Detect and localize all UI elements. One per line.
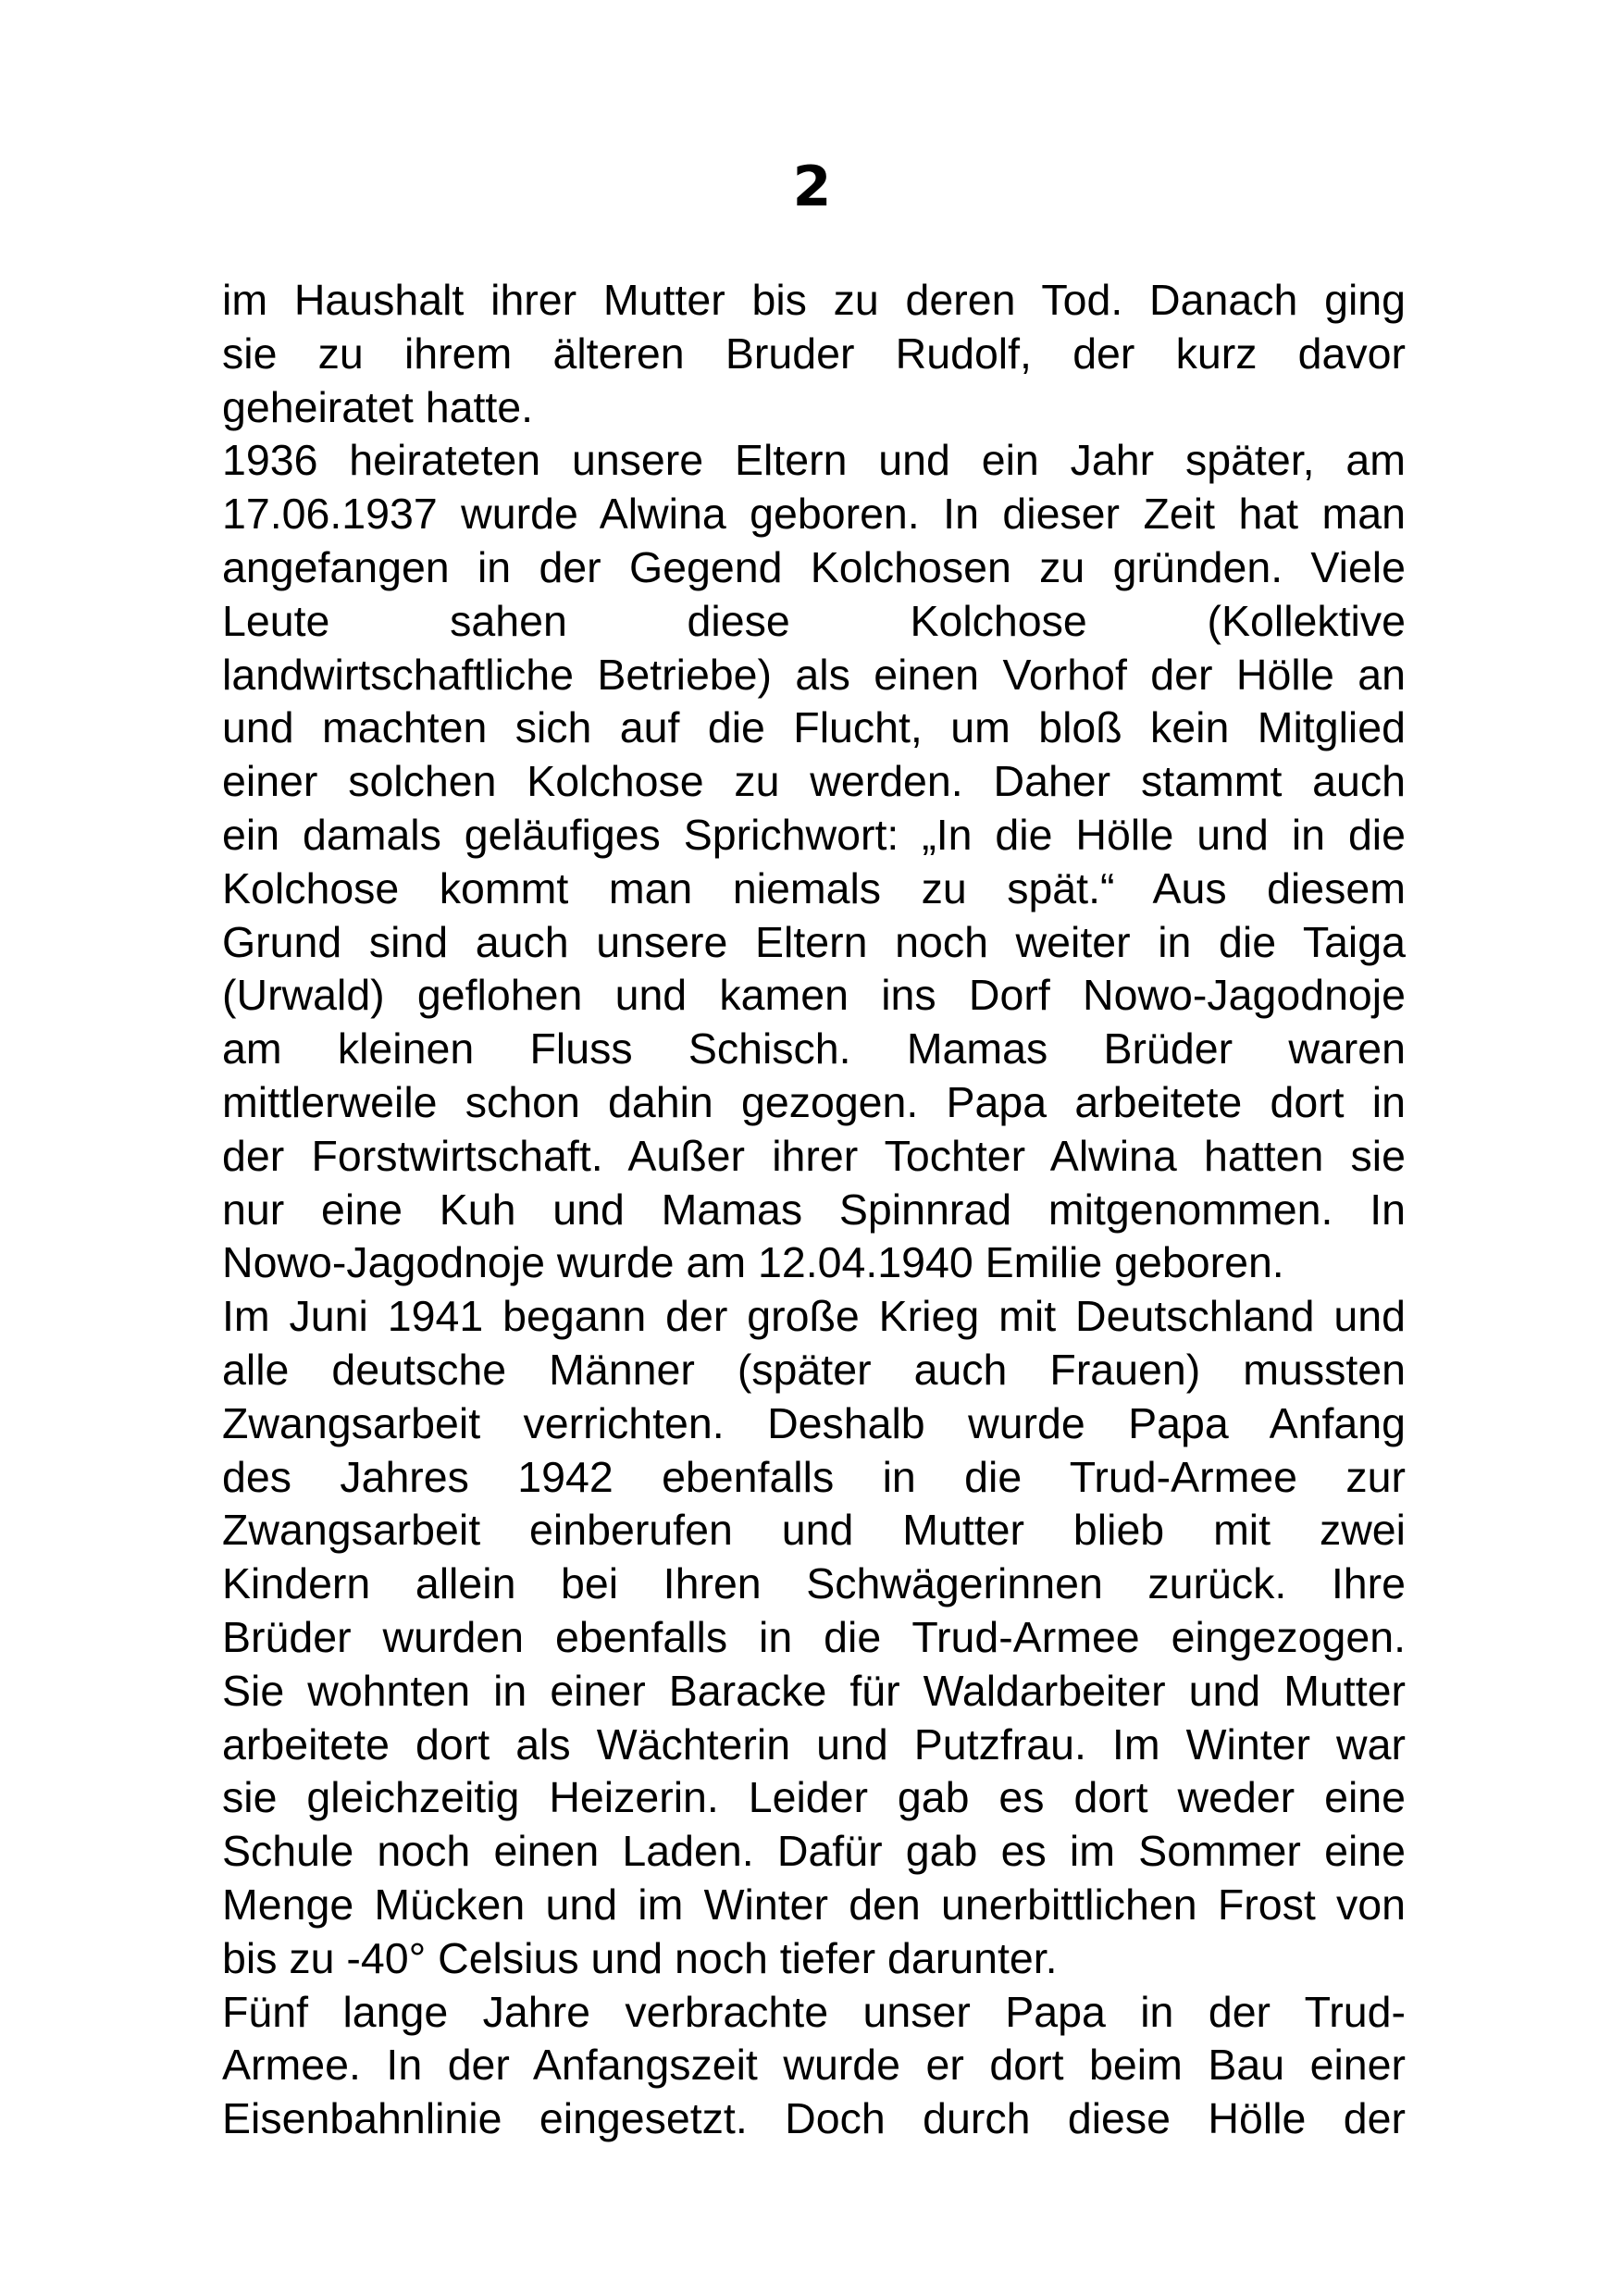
text-line: Im Juni 1941 begann der große Krieg mit Deutschland und [222, 1292, 1406, 1341]
text-line: am kleinen Fluss Schisch. Mamas Brüder waren [222, 1024, 1406, 1074]
text-line: angefangen in der Gegend Kolchosen zu gründen. Viele [222, 542, 1406, 591]
text-line: Eisenbahnlinie eingesetzt. Doch durch diese Hölle der [222, 2094, 1406, 2143]
text-line: Menge Mücken und im Winter den unerbittlichen Frost von [222, 1880, 1406, 1929]
text-line: Kolchose kommt man niemals zu spät.“ Aus diesem [222, 863, 1406, 912]
text-line: arbeitete dort als Wächterin und Putzfrau. Im Winter war [222, 1719, 1406, 1769]
text-line: sie zu ihrem älteren Bruder Rudolf, der kurz davor [222, 329, 1406, 378]
text-line: ein damals geläufiges Sprichwort: „In die Hölle und in die [222, 810, 1406, 859]
text-line: Sie wohnten in einer Baracke für Waldarbeiter und Mutter [222, 1666, 1406, 1715]
text-line: einer solchen Kolchose zu werden. Daher stammt auch [222, 757, 1406, 806]
text-line: Zwangsarbeit verrichten. Deshalb wurde Papa Anfang [222, 1398, 1406, 1447]
text-line: und machten sich auf die Flucht, um bloß kein Mitglied [222, 703, 1406, 752]
text-line: Armee. In der Anfangszeit wurde er dort beim Bau einer [222, 2041, 1406, 2090]
text-line: geheiratet hatte. [222, 382, 534, 431]
text-line: (Urwald) geflohen und kamen ins Dorf Nowo-Jagodnoje [222, 971, 1406, 1020]
text-line: nur eine Kuh und Mamas Spinnrad mitgenommen. In [222, 1185, 1406, 1234]
text-line: Kindern allein bei Ihren Schwägerinnen zurück. Ihre [222, 1559, 1406, 1608]
text-line: landwirtschaftliche Betriebe) als einen Vorhof der Hölle an [222, 650, 1406, 699]
text-line: im Haushalt ihrer Mutter bis zu deren Tod. Danach ging [222, 276, 1406, 324]
page-number: 2 [792, 155, 832, 219]
text-line: Nowo-Jagodnoje wurde am 12.04.1940 Emilie geboren. [222, 1238, 1284, 1287]
text-line: Leute sahen diese Kolchose (Kollektive [222, 596, 1406, 645]
text-line: 17.06.1937 wurde Alwina geboren. In dieser Zeit hat man [222, 490, 1406, 539]
text-line: des Jahres 1942 ebenfalls in die Trud-Armee zur [222, 1452, 1406, 1501]
text-line: mittlerweile schon dahin gezogen. Papa arbeitete dort in [222, 1077, 1406, 1126]
text-line: Fünf lange Jahre verbrachte unser Papa in der Trud- [222, 1987, 1406, 2036]
text-line: 1936 heirateten unsere Eltern und ein Jahr später, am [222, 436, 1406, 485]
body-text [222, 274, 1406, 2146]
text-line: Zwangsarbeit einberufen und Mutter blieb mit zwei [222, 1506, 1406, 1555]
text-line: sie gleichzeitig Heizerin. Leider gab es dort weder eine [222, 1773, 1406, 1822]
text-line: alle deutsche Männer (später auch Frauen) mussten [222, 1345, 1406, 1394]
text-line: Grund sind auch unsere Eltern noch weiter in die Taiga [222, 917, 1406, 966]
text-line: bis zu -40° Celsius und noch tiefer darunter. [222, 1933, 1058, 1982]
text-line: Brüder wurden ebenfalls in die Trud-Armee eingezogen. [222, 1612, 1406, 1661]
text-line: Schule noch einen Laden. Dafür gab es im Sommer eine [222, 1827, 1406, 1876]
text-line: der Forstwirtschaft. Außer ihrer Tochter Alwina hatten sie [222, 1131, 1406, 1180]
